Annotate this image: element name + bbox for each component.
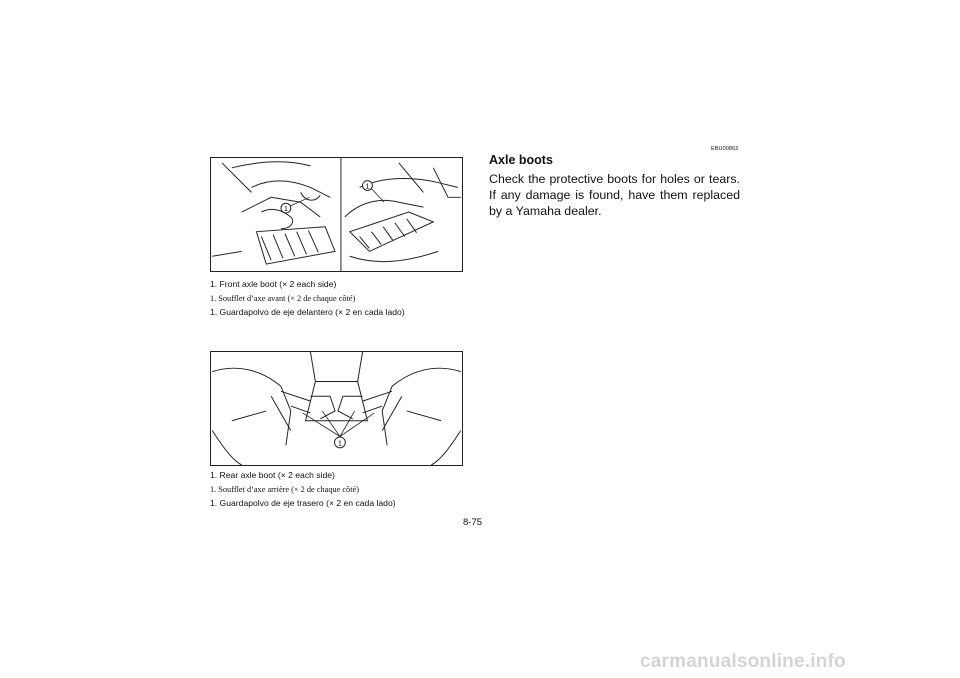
front-axle-boot-illustration: [210, 157, 463, 272]
front-right-callout: 1: [365, 181, 370, 191]
front-caption-es: 1. Guardapolvo de eje delantero (× 2 en cada lado): [210, 307, 405, 317]
watermark: carmanualsonline.info: [640, 651, 846, 672]
front-axle-boot-drawing: [211, 158, 462, 271]
section-title: Axle boots: [489, 153, 553, 167]
rear-caption-fr: 1. Soufflet d’axe arrière (× 2 de chaque côté): [210, 485, 359, 494]
front-caption-en: 1. Front axle boot (× 2 each side): [210, 279, 337, 289]
page-number: 8-75: [463, 517, 483, 528]
rear-axle-boot-illustration: [210, 351, 463, 466]
rear-axle-boot-drawing: [211, 352, 462, 465]
section-code: EBU00862: [711, 146, 739, 152]
section-body: Check the protective boots for holes or tears. If any damage is found, have them replaced by a Yamaha dealer.: [489, 172, 740, 218]
rear-caption-es: 1. Guardapolvo de eje trasero (× 2 en cada lado): [210, 498, 396, 508]
front-left-callout: 1: [283, 204, 288, 214]
rear-callout: 1: [337, 438, 342, 448]
front-caption-fr: 1. Soufflet d’axe avant (× 2 de chaque côté): [210, 294, 356, 303]
rear-caption-en: 1. Rear axle boot (× 2 each side): [210, 470, 335, 480]
